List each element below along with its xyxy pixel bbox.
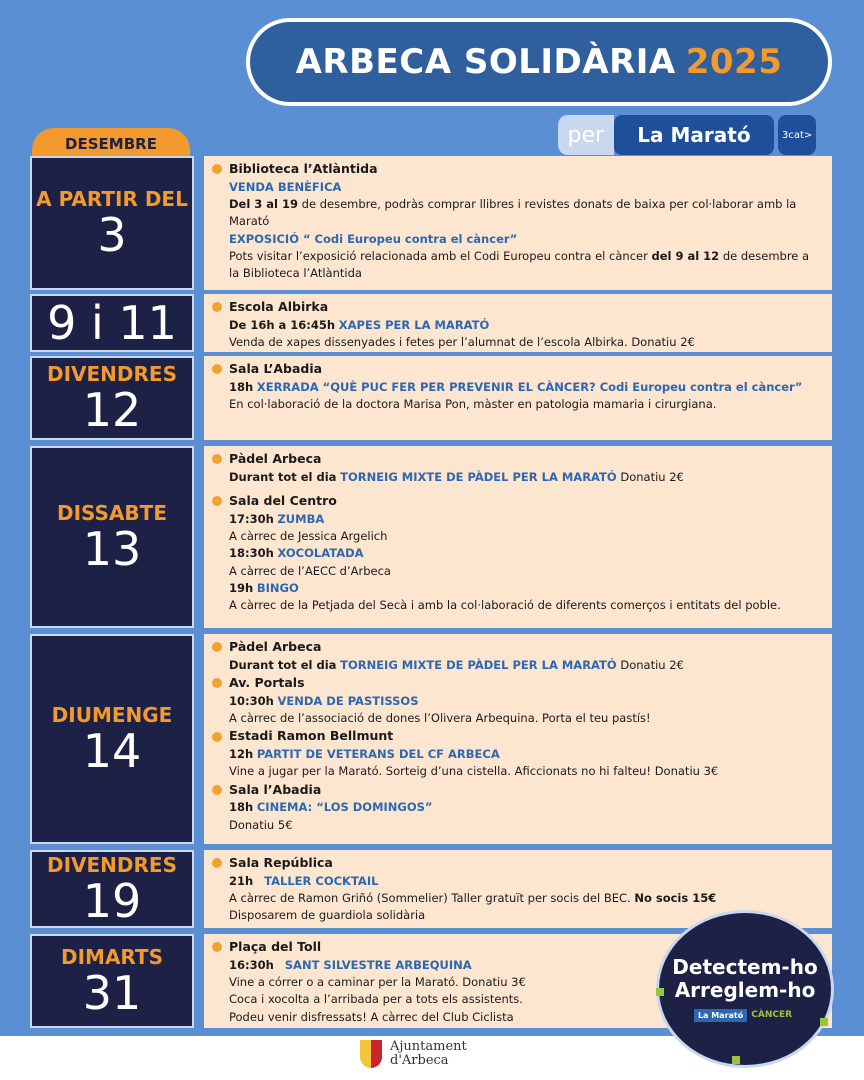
- event-panel-9-11: [204, 294, 832, 352]
- day-box-3: [30, 156, 194, 290]
- event-panel-3: [204, 156, 832, 290]
- event-time: De 16h a 16:45h: [229, 317, 336, 332]
- event-description: Vine a córrer o a caminar per la Marató. Donatiu 3€: [229, 975, 526, 989]
- bullet-dot-icon: [212, 302, 222, 312]
- event-title: ZUMBA: [277, 511, 325, 526]
- event-description: A càrrec de Jessica Argelich: [229, 529, 388, 543]
- day-number: 3: [97, 207, 127, 262]
- event-donation: Donatiu 2€: [620, 469, 684, 484]
- event-donation: Donatiu 2€: [620, 657, 684, 672]
- event-location: Sala República: [229, 855, 333, 870]
- marato-badge: [558, 115, 816, 155]
- event-description: A càrrec de l’associació de dones l’Olivera Arbequina. Porta el teu pastís!: [229, 711, 651, 725]
- coat-of-arms-icon: [360, 1040, 382, 1068]
- bullet-dot-icon: [212, 164, 222, 174]
- event-title: PARTIT DE VETERANS DEL CF ARBECA: [256, 747, 500, 761]
- page-title: ARBECA SOLIDÀRIA: [295, 42, 676, 82]
- event-title: VENDA BENÈFICA: [229, 179, 342, 194]
- event-title: XAPES PER LA MARATÓ: [338, 317, 490, 332]
- event-panel-14: [204, 634, 832, 844]
- event-title: VENDA DE PASTISSOS: [277, 693, 419, 708]
- day-label: A PARTIR DEL: [36, 186, 188, 211]
- 3cat-logo: 3cat>: [778, 115, 816, 155]
- title-banner: [246, 18, 832, 106]
- day-box-12: [30, 356, 194, 440]
- bullet-dot-icon: [212, 642, 222, 652]
- day-label: DIMARTS: [61, 944, 163, 969]
- event-time: 19h: [229, 580, 254, 595]
- day-box-14: [30, 634, 194, 844]
- day-number: 13: [82, 521, 142, 576]
- event-time: 21h: [229, 873, 254, 888]
- bullet-dot-icon: [212, 454, 222, 464]
- day-label: DIUMENGE: [51, 702, 173, 727]
- event-description: Podeu venir disfressats! A càrrec del Club Ciclista: [229, 1009, 514, 1024]
- event-title: TORNEIG MIXTE DE PÀDEL PER LA MARATÓ: [340, 469, 617, 484]
- per-label: per: [558, 115, 614, 155]
- event-panel-13: [204, 446, 832, 628]
- event-panel-12: [204, 356, 832, 440]
- event-description: Pots visitar l’exposició relacionada amb el Codi Europeu contra el càncer del 9 al 12 de desembre a la Biblioteca l’Atlàntida: [229, 248, 810, 280]
- day-label: DIVENDRES: [47, 852, 177, 877]
- day-box-19: [30, 850, 194, 928]
- event-location: Sala l’Abadia: [229, 781, 322, 797]
- decor-square-icon: [732, 1056, 740, 1064]
- event-time: 17:30h: [229, 511, 274, 526]
- event-location: Pàdel Arbeca: [229, 451, 322, 466]
- bullet-dot-icon: [212, 942, 222, 952]
- event-time: 10:30h: [229, 693, 274, 708]
- bullet-dot-icon: [212, 496, 222, 506]
- event-time: 16:30h: [229, 957, 274, 972]
- footer-line1: Ajuntament: [390, 1039, 467, 1054]
- month-tab: DESEMBRE: [32, 128, 190, 160]
- event-title: EXPOSICIÓ “ Codi Europeu contra el càncer”: [229, 231, 518, 246]
- event-title: TALLER COCKTAIL: [264, 873, 379, 888]
- day-box-13: [30, 446, 194, 628]
- event-description: Del 3 al 19 de desembre, podràs comprar llibres i revistes donats de baixa per col·laborar amb la Marató: [229, 197, 797, 229]
- footer-line2: d'Arbeca: [390, 1053, 449, 1069]
- event-location: Escola Albirka: [229, 299, 329, 314]
- event-description: Donatiu 5€: [229, 817, 293, 832]
- day-number: 31: [82, 965, 142, 1020]
- event-location: Estadi Ramon Bellmunt: [229, 728, 394, 744]
- event-title: CINEMA: “LOS DOMINGOS”: [256, 800, 433, 815]
- event-location: Biblioteca l’Atlàntida: [229, 161, 378, 176]
- day-number: 14: [82, 723, 142, 778]
- day-number: 19: [82, 873, 142, 928]
- event-time: Durant tot el dia: [229, 469, 337, 484]
- bullet-dot-icon: [212, 785, 222, 795]
- campaign-line1: Detectem-ho: [672, 955, 818, 979]
- bullet-dot-icon: [212, 732, 222, 742]
- event-location: Pàdel Arbeca: [229, 639, 322, 654]
- event-time: 18:30h: [229, 546, 274, 561]
- campaign-line2: Arreglem-ho: [674, 978, 816, 1002]
- ajuntament-logo: [360, 1040, 467, 1069]
- title-year: 2025: [685, 42, 783, 82]
- day-number: 9 i 11: [47, 295, 177, 350]
- event-description: Vine a jugar per la Marató. Sorteig d’una cistella. Aficcionats no hi falteu! Donatiu 3€: [229, 764, 719, 779]
- day-box-9-11: [30, 294, 194, 352]
- event-description: A càrrec de l’AECC d’Arbeca: [229, 563, 391, 578]
- bullet-dot-icon: [212, 858, 222, 868]
- event-title: XERRADA “QUÈ PUC FER PER PREVENIR EL CÀNCER? Codi Europeu contra el càncer”: [256, 379, 803, 394]
- day-label: DISSABTE: [57, 500, 167, 525]
- marato-logo: La Marató: [614, 115, 775, 155]
- event-description: Disposarem de guardiola solidària: [229, 908, 426, 923]
- event-time: 18h: [229, 800, 254, 815]
- decor-square-icon: [656, 988, 664, 996]
- day-box-31: [30, 934, 194, 1028]
- event-description: Venda de xapes dissenyades i fetes per l’alumnat de l’escola Albirka. Donatiu 2€: [229, 335, 695, 349]
- event-location: Sala L’Abadia: [229, 361, 323, 376]
- event-time: Durant tot el dia: [229, 657, 337, 672]
- event-description: Coca i xocolta a l’arribada per a tots els assistents.: [229, 992, 523, 1007]
- day-label: DIVENDRES: [47, 361, 177, 386]
- campaign-word: CÀNCER: [751, 1010, 793, 1020]
- event-title: SANT SILVESTRE ARBEQUINA: [284, 957, 472, 972]
- event-location: Sala del Centro: [229, 493, 337, 508]
- decor-square-icon: [820, 1018, 828, 1026]
- campaign-brand: La Marató: [694, 1009, 747, 1022]
- bullet-dot-icon: [212, 364, 222, 374]
- campaign-badge: [656, 910, 834, 1068]
- bullet-dot-icon: [212, 678, 222, 688]
- event-time: 18h: [229, 379, 254, 394]
- event-description: En col·laboració de la doctora Marisa Pon, màster en patologia mamaria i cirurgiana.: [229, 397, 717, 411]
- event-description: A càrrec de la Petjada del Secà i amb la col·laboració de diferents comerços i entitats del poble.: [229, 598, 781, 612]
- event-time: 12h: [229, 747, 254, 761]
- event-location: Av. Portals: [229, 675, 305, 690]
- event-title: BINGO: [256, 580, 299, 595]
- event-title: XOCOLATADA: [277, 546, 364, 561]
- day-number: 12: [82, 382, 142, 437]
- event-description: A càrrec de Ramon Griñó (Sommelier) Taller gratuït per socis del BEC. No socis 15€: [229, 891, 717, 905]
- event-location: Plaça del Toll: [229, 939, 322, 954]
- event-title: TORNEIG MIXTE DE PÀDEL PER LA MARATÓ: [340, 657, 617, 672]
